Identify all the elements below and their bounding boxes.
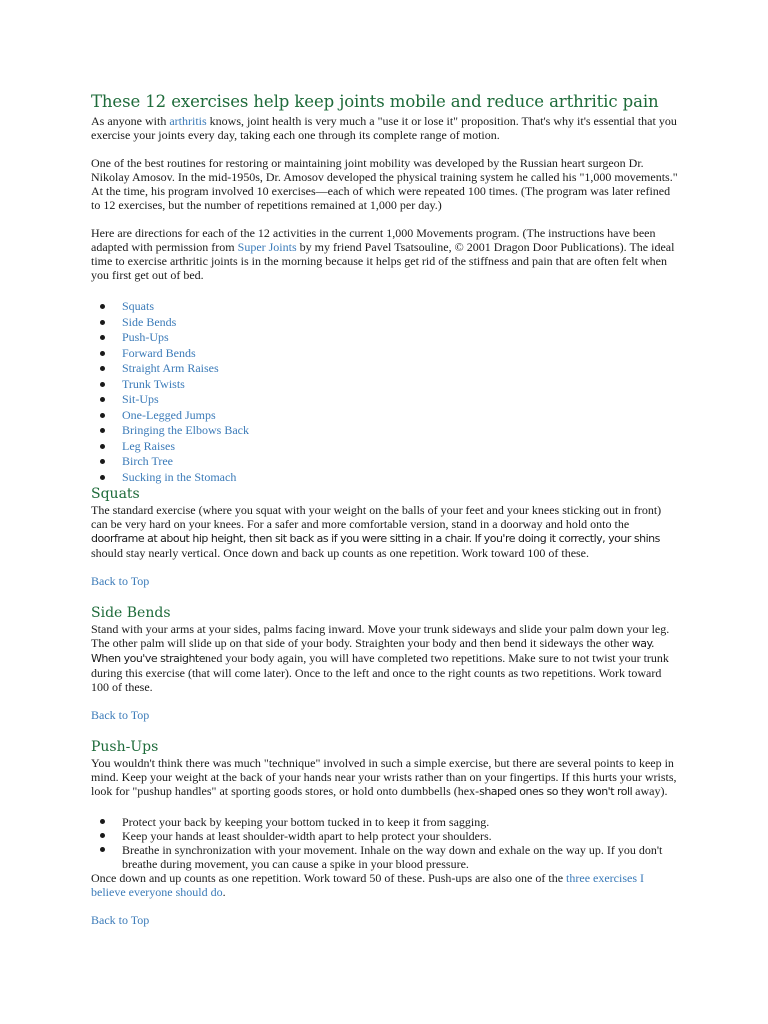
- list-item: [91, 408, 678, 424]
- toc-link-sit-ups[interactable]: Sit-Ups: [122, 392, 159, 406]
- list-item: [91, 377, 678, 393]
- intro-paragraph-1: As anyone with arthritis knows, joint health is very much a "use it or lose it" proposition. That's why it's essential that you exercise your joints every day, taking each one through its complete range of motion.: [91, 114, 677, 142]
- squats-text: The standard exercise (where you squat with your weight on the balls of your feet and your knees sticking out in front) can be very hard on your knees. For a safer and more comfortable version, stand in a doorway and hold onto the doorframe at about hip height, then sit back as if you were sitting in a chair. If you're doing it correctly, your shins should stay nearly vertical. Once down and back up counts as one repetition. Work toward 100 of these.: [91, 503, 662, 560]
- list-item: [91, 315, 678, 331]
- exercise-list: [91, 299, 678, 485]
- list-item: Breathe in synchronization with your movement. Inhale on the way down and exhale on the way up. If you don't breathe during movement, you can cause a spike in your blood pressure.: [91, 843, 678, 871]
- intro-paragraph-3: Here are directions for each of the 12 activities in the current 1,000 Movements program. (The instructions have been adapted with permission from Super Joints by my friend Pavel Tsatsouline, © 2001 Dragon Door Publications). The ideal time to exercise arthritic joints is in the morning because it helps get rid of the stiffness and pain that are often felt when you first get out of bed.: [91, 226, 675, 282]
- back-to-top-link[interactable]: Back to Top: [91, 708, 150, 722]
- push-ups-text: You wouldn't think there was much "technique" involved in such a simple exercise, but there are several points to keep in mind. Keep your weight at the back of your hands near your wrists rather than on your fingertips. If this hurts your wrists, look for "pushup handles" at sporting goods stores, or hold onto dumbbells (hex-shaped ones so they won't roll away).: [91, 756, 677, 798]
- list-item: Protect your back by keeping your bottom tucked in to keep it from sagging.: [91, 815, 678, 829]
- three-exercises-link[interactable]: three exercises I believe everyone should do: [91, 871, 644, 899]
- list-item: [91, 361, 678, 377]
- list-item: [91, 346, 678, 362]
- side-bends-text: Stand with your arms at your sides, palms facing inward. Move your trunk sideways and slide your palm down your leg. The other palm will slide up on that side of your body. Straighten your body and then bend it sideways the other way. When you've straightened your body again, you will have completed two repetitions. Make sure to not twist your trunk during this exercise (that will come later). Once to the left and once to the right counts as two repetitions. Work toward 100 of these.: [91, 622, 670, 694]
- list-item: Keep your hands at least shoulder-width apart to help protect your shoulders.: [91, 829, 678, 843]
- super-joints-link[interactable]: Super Joints: [237, 240, 297, 254]
- toc-link-push-ups[interactable]: Push-Ups: [122, 330, 169, 344]
- back-to-top-link[interactable]: Back to Top: [91, 574, 150, 588]
- list-item: [91, 330, 678, 346]
- page-title: These 12 exercises help keep joints mobile and reduce arthritic pain: [91, 92, 659, 111]
- section-heading-push-ups: Push-Ups: [91, 739, 159, 755]
- list-item: [91, 454, 678, 470]
- intro-paragraph-2: One of the best routines for restoring or maintaining joint mobility was developed by the Russian heart surgeon Dr. Nikolay Amosov. In the mid-1950s, Dr. Amosov developed the physical training system he called his "1,000 movements." At the time, his program involved 10 exercises—each of which were repeated 100 times. (The program was later refined to 12 exercises, but the number of repetitions remained at 1,000 per day.): [91, 156, 678, 212]
- arthritis-link[interactable]: arthritis: [169, 114, 207, 128]
- toc-link-leg-raises[interactable]: Leg Raises: [122, 438, 175, 453]
- list-item: [91, 470, 678, 486]
- toc-link-trunk-twists[interactable]: Trunk Twists: [122, 376, 185, 391]
- push-ups-closing: Once down and up counts as one repetition. Work toward 50 of these. Push-ups are also one of the three exercises I believe everyone should do.: [91, 871, 644, 899]
- list-item: [91, 439, 678, 455]
- list-item: [91, 423, 678, 439]
- toc-link-one-legged-jumps[interactable]: One-Legged Jumps: [122, 407, 216, 422]
- toc-link-birch-tree[interactable]: Birch Tree: [122, 454, 173, 468]
- toc-link-elbows-back[interactable]: Bringing the Elbows Back: [122, 423, 249, 437]
- toc-link-forward-bends[interactable]: Forward Bends: [122, 345, 196, 360]
- toc-link-side-bends[interactable]: Side Bends: [122, 314, 177, 329]
- toc-link-sucking-stomach[interactable]: Sucking in the Stomach: [122, 469, 237, 484]
- section-heading-side-bends: Side Bends: [91, 605, 171, 621]
- section-heading-squats: Squats: [91, 486, 140, 502]
- list-item: [91, 392, 678, 408]
- list-item: [91, 299, 678, 315]
- push-ups-tips: [91, 815, 678, 871]
- back-to-top-link[interactable]: Back to Top: [91, 913, 150, 927]
- toc-link-straight-arm-raises[interactable]: Straight Arm Raises: [122, 361, 219, 375]
- toc-link-squats[interactable]: Squats: [122, 299, 155, 313]
